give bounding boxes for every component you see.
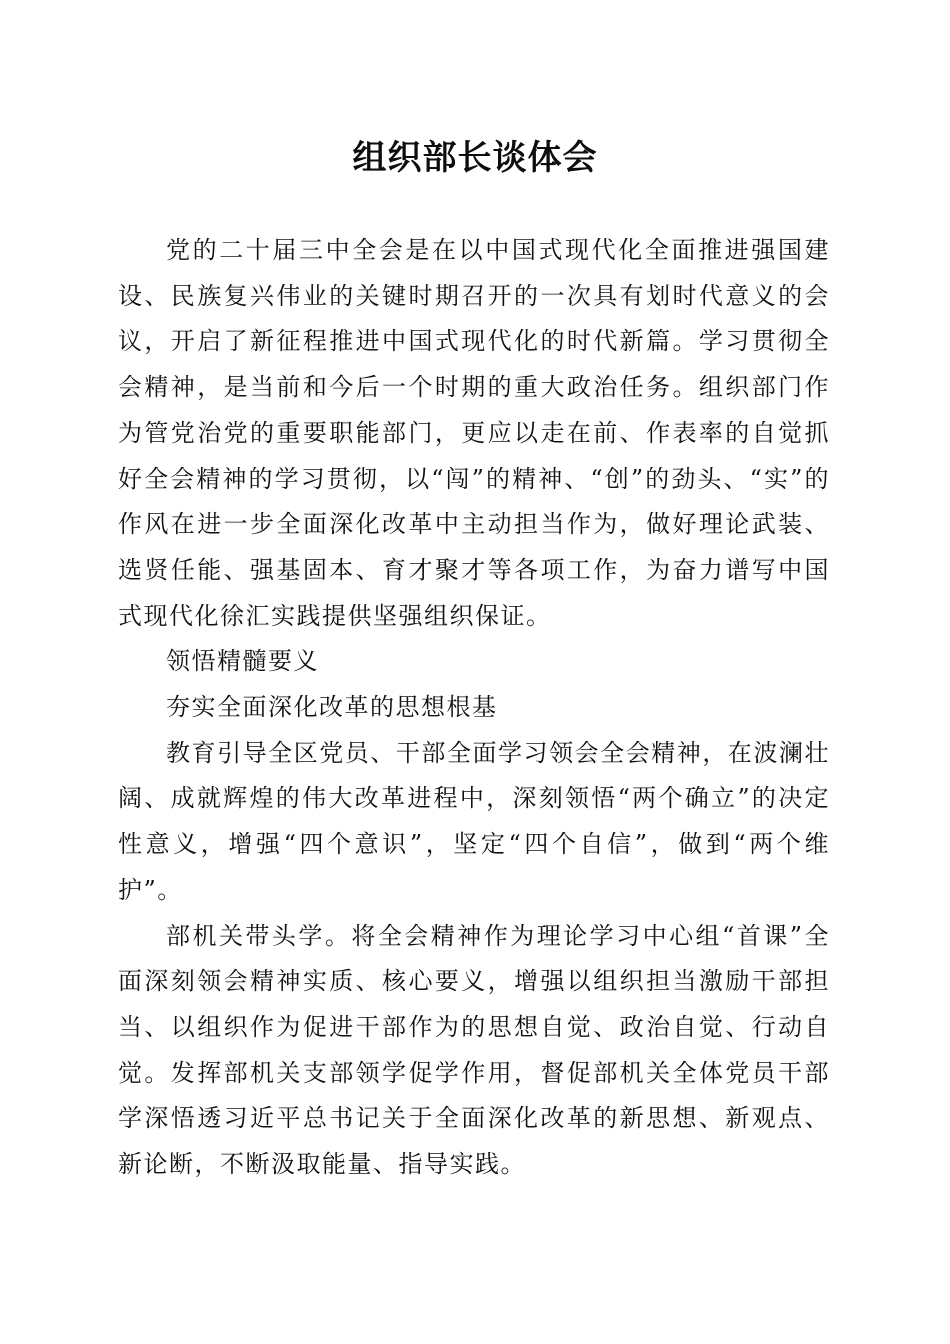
document-title: 组织部长谈体会 bbox=[352, 138, 598, 178]
document-body bbox=[118, 228, 830, 1188]
section-subheading: 夯实全面深化改革的思想根基 bbox=[166, 693, 498, 722]
intro-paragraph: 党的二十届三中全会是在以中国式现代化全面推进强国建设、民族复兴伟业的关键时期召开的一次具有划时代意义的会议，开启了新征程推进中国式现代化的时代新篇。学习贯彻全会精神，是当前和今后一个时期的重大政治任务。组织部门作为管党治党的重要职能部门，更应以走在前、作表率的自觉抓好全会精神的学习贯彻，以“闯”的精神、“创”的劲头、“实”的作风在进一步全面深化改革中主动担当作为，做好理论武装、选贤任能、强基固本、育才聚才等各项工作，为奋力谱写中国式现代化徐汇实践提供坚强组织保证。 bbox=[118, 236, 830, 630]
body-paragraph: 教育引导全区党员、干部全面学习领会全会精神，在波澜壮阔、成就辉煌的伟大改革进程中，深刻领悟“两个确立”的决定性意义，增强“四个意识”，坚定“四个自信”，做到“两个维护”。 bbox=[118, 738, 830, 904]
section-heading: 领悟精髓要义 bbox=[166, 647, 319, 676]
body-paragraph: 部机关带头学。将全会精神作为理论学习中心组“首课”全面深刻领会精神实质、核心要义，增强以组织担当激励干部担当、以组织作为促进干部作为的思想自觉、政治自觉、行动自觉。发挥部机关支部领学促学作用，督促部机关全体党员干部学深悟透习近平总书记关于全面深化改革的新思想、新观点、新论断，不断汲取能量、指导实践。 bbox=[118, 921, 830, 1179]
